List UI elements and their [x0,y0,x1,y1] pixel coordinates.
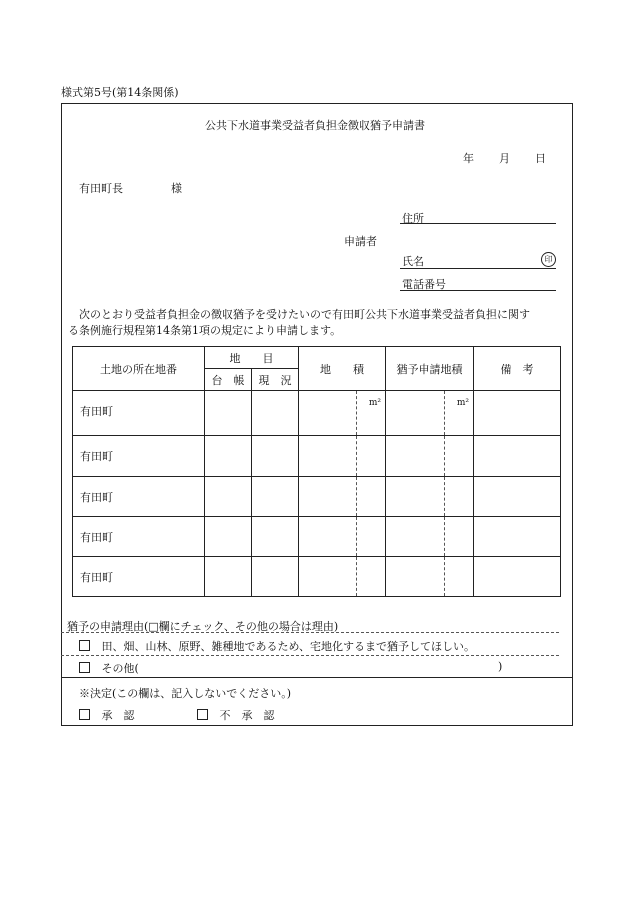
deferral-area-cell[interactable] [386,517,474,557]
phone-label: 電話番号 [402,278,446,291]
deferral-dashed-divider [444,391,445,435]
deferral-dashed-divider [444,477,445,516]
deferral-area-cell[interactable] [386,557,474,597]
remarks-cell[interactable] [474,391,561,436]
remarks-cell[interactable] [474,477,561,517]
checkbox-option-1[interactable] [79,640,90,651]
date-month-label: 月 [499,152,510,165]
applicant-label: 申請者 [344,235,377,248]
reason-other-prefix: その他( [101,662,139,675]
table-row [73,477,561,517]
phone-field-line[interactable] [400,290,556,291]
area-unit: m² [368,398,381,408]
checkbox-disapprove[interactable] [197,709,208,720]
remarks-cell[interactable] [474,517,561,557]
area-cell[interactable] [299,391,386,436]
address-label: 住所 [402,212,424,225]
register-cell[interactable] [205,391,252,436]
area-dashed-divider [356,517,357,556]
reason-option-1-text: 田、畑、山林、原野、雑種地であるため、宅地化するまで猶予してほしい。 [101,640,476,653]
register-cell[interactable] [205,517,252,557]
header-remarks: 備 考 [474,347,561,391]
deferral-dashed-divider [444,557,445,596]
form-title: 公共下水道事業受益者負担金徴収猶予申請書 [205,119,425,132]
area-cell[interactable] [299,557,386,597]
table-row [73,391,561,436]
body-text-line2: る条例施行規程第14条第1項の規定により申請します。 [68,324,342,337]
deferral-dashed-divider [444,517,445,556]
table-row [73,557,561,597]
register-cell[interactable] [205,557,252,597]
remarks-cell[interactable] [474,436,561,477]
addressee-name: 有田町長 [79,182,123,195]
area-cell[interactable] [299,436,386,477]
header-deferral-area: 猶予申請地積 [386,347,474,391]
table-row [73,517,561,557]
address-field-line[interactable] [400,223,556,224]
checkbox-option-2[interactable] [79,662,90,673]
body-text-line1: 次のとおり受益者負担金の徴収猶予を受けたいので有田町公共下水道事業受益者負担に関す [79,308,530,321]
reason-option-2 [79,660,139,676]
row-location: 有田町 [73,436,205,477]
current-cell[interactable] [252,557,299,597]
area-dashed-divider [356,477,357,516]
decision-approve [79,707,135,723]
deferral-area-cell[interactable] [386,391,474,436]
option1-dashed-line [61,655,559,656]
area-dashed-divider [356,557,357,596]
name-field-line[interactable] [400,268,556,269]
deferral-area-cell[interactable] [386,477,474,517]
decision-label: ※決定(この欄は、記入しないでください。) [79,687,292,700]
current-cell[interactable] [252,436,299,477]
header-land-category: 地 目 [205,347,299,369]
decision-separator [61,677,573,678]
checkbox-approve[interactable] [79,709,90,720]
row-location: 有田町 [73,557,205,597]
deferral-dashed-divider [444,436,445,476]
row-location: 有田町 [73,391,205,436]
area-cell[interactable] [299,517,386,557]
approve-text: 承 認 [101,709,135,722]
reason-other-suffix: ) [498,660,503,673]
reason-dashed-line [61,632,559,633]
addressee-honorific: 様 [171,182,182,195]
deferral-area-cell[interactable] [386,436,474,477]
area-dashed-divider [356,391,357,435]
decision-disapprove [197,707,275,723]
register-cell[interactable] [205,477,252,517]
deferral-unit: m² [456,398,469,408]
reason-label: 猶予の申請理由(□欄にチェック、その他の場合は理由) [67,620,339,633]
name-label: 氏名 [402,255,424,268]
land-table [72,346,561,597]
area-cell[interactable] [299,477,386,517]
date-year-label: 年 [463,152,474,165]
current-cell[interactable] [252,477,299,517]
row-location: 有田町 [73,517,205,557]
reason-option-1 [79,638,475,654]
current-cell[interactable] [252,517,299,557]
remarks-cell[interactable] [474,557,561,597]
table-row [73,436,561,477]
date-day-label: 日 [535,152,546,165]
form-number: 様式第5号(第14条関係) [61,86,179,99]
header-register: 台 帳 [205,369,252,391]
current-cell[interactable] [252,391,299,436]
row-location: 有田町 [73,477,205,517]
disapprove-text: 不 承 認 [219,709,275,722]
header-location: 土地の所在地番 [73,347,205,391]
seal-mark: 印 [541,252,556,267]
header-area: 地 積 [299,347,386,391]
area-dashed-divider [356,436,357,476]
register-cell[interactable] [205,436,252,477]
header-current: 現 況 [252,369,299,391]
